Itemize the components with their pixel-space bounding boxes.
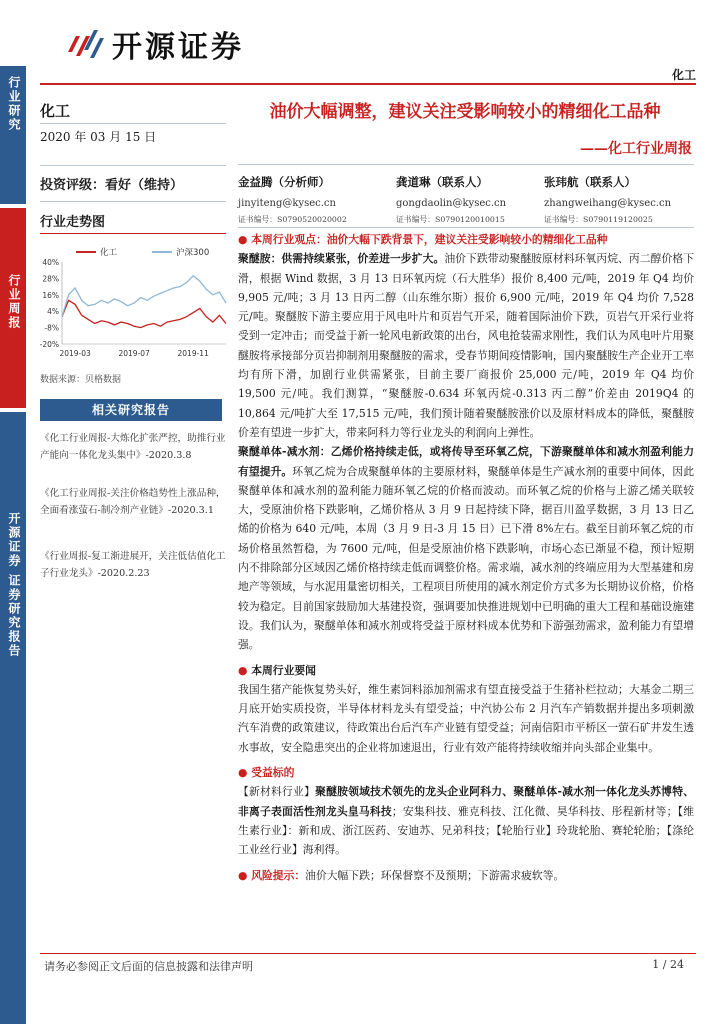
related-research-header: 相关研究报告 [40,399,222,421]
report-body [238,230,694,885]
y-tick-label: 40% [42,258,59,267]
x-tick-label: 2019-07 [118,349,150,358]
analyst-email[interactable]: gongdaolin@kysec.cn [396,198,507,209]
viewpoint-heading: ● 本周行业观点：油价大幅下跌背景下，建议关注受影响较小的精细化工品种 [238,233,608,246]
page-number: 1 / 24 [652,958,684,971]
left-divider-4 [40,233,226,234]
header-divider [40,83,696,85]
beneficiary-paragraph: 【新材料行业】聚醚胺领域技术领先的龙头企业阿科力、聚醚单体-减水剂一体化龙头苏博特、非离子表面活性剂龙头皇马科技；安集科技、雅克科技、江化微、昊华科技、彤程新材等；【维生素行业】：新和成、浙江医药、安迪苏、兄弟科技；【轮胎行业】玲珑轮胎、赛轮轮胎；【涤纶工业丝行业】海利得。 [238,785,695,857]
header-sector: 化工 [671,68,696,82]
related-report-1[interactable]: 《化工行业周报-大炼化扩张严控，助推行业产能向一体化龙头集中》-2020.3.8 [40,433,226,461]
report-date: 2020 年 03 月 15 日 [40,130,157,144]
y-tick-label: -20% [39,340,59,349]
left-divider-2 [40,165,226,166]
analyst-name: 张玮航（联系人） [544,175,636,189]
polyetheramine-paragraph: 聚醚胺：供需持续紧张，价差进一步扩大。油价下跌带动聚醚胺原材料环氧丙烷、丙二醇价格下滑，根据 Wind 数据，3 月 13 日环氧丙烷（石大胜华）报价 8,400 元/吨，2019 年 Q4 均价 9,905 元/吨；3 月 13 日丙二醇（山东维尔斯）报价 6,900 元/吨，2019 年 Q4 均价 7,528 元/吨。聚醚胺下游主要应用于风电叶片和页岩气开采，随着国际油价下跌，页岩气开采行业将受到一定冲击；而受益于新一轮风电新政策的出台，风电抢装需求刚性，我们认为风电叶片用聚醚胺将承接部分页岩抑制剂用聚醚胺的需求，受春节期间疫情影响，国内聚醚胺生产企业开工率均有所下滑，加剧行业供需紧张，目前主要厂商报价 25,000 元/吨，2019 年 Q4 均价 19,500 元/吨。我们测算，“聚醚胺-0.634 环氧丙烷-0.313 丙二醇”价差由 2019Q4 的 10,864 元/吨扩大至 17,515 元/吨，我们预计随着聚醚胺涨价以及原材料成本的降低，聚醚胺价差有望进一步扩大，带来阿科力等行业龙头的利润向上弹性。 [238,252,694,439]
ether-monomer-paragraph: 聚醚单体-减水剂：乙烯价格持续走低，或将传导至环氧乙烷，下游聚醚单体和减水剂盈利能力有望提升。环氧乙烷为合成聚醚单体的主要原材料，聚醚单体是生产减水剂的重要中间体，因此聚醚单体和减水剂的盈利能力随环氧乙烷的价格而波动。而环氧乙烷的价格与上游乙烯关联较大，受原油价格下跌影响，乙烯价格从 3 月 9 日起持续下降，据百川盈孚数据，3 月 13 日乙烯的价格为 640 元/吨，本周（3 月 9 日-3 月 15 日）已下滑 8%左右。截至目前环氧乙烷的市场价格虽然暂稳，为 7600 元/吨，但是受原油价格下跌影响，市场心态已渐显不稳，预计短期内不排除部分区域因乙烯价格持续走低而调整价格。需求端，减水剂的终端应用为大型基建和房地产等领域，与水泥用量密切相关，工程项目所使用的减水剂定价方式多为长期协议价格，价格较为稳定。目前国家鼓励加大基建投资，强调要加快推进规划中已明确的重大工程和基础设施建设。我们认为，聚醚单体和减水剂或将受益于原材料成本优势和下游强劲需求，盈利能力有望增强。 [238,445,695,652]
bullet-icon: ● [238,233,252,246]
report-subtitle: ——化工行业周报 [580,141,692,157]
company-name: 开源证券 [112,30,244,65]
left-divider-1 [40,123,226,124]
beneficiary-heading: ● 受益标的 [238,766,295,780]
title-divider [238,164,694,165]
side-band-top-label: 行业研究 [7,76,21,132]
analyst-cert: 证书编号：S0790520020002 [238,215,347,224]
investment-rating: 投资评级：看好（维持） [40,178,184,193]
analyst-email[interactable]: jinyiteng@kysec.cn [238,198,336,209]
x-tick-label: 2019-11 [177,349,209,358]
trend-chart [36,244,230,364]
footer-divider [40,953,696,954]
y-tick-label: 16% [42,290,59,300]
bullet-icon: ● [238,766,252,780]
analyst-3 [544,174,671,228]
report-title: 油价大幅调整，建议关注受影响较小的精细化工品种 [269,102,661,122]
side-band-mid-label: 行业周报 [7,274,21,330]
related-report-2[interactable]: 《化工行业周报-关注价格趋势性上涨品种，全面看涨萤石-制冷剂产业链》-2020.3.1 [40,488,226,516]
x-tick-label: 2019-03 [59,349,91,358]
y-tick-label: -8% [44,323,59,333]
legend-label: 化工 [100,248,118,258]
side-band-top [0,66,26,204]
trend-chart-title: 行业走势图 [40,215,106,230]
side-band-mid [0,208,26,408]
analyst-email[interactable]: zhangweihang@kysec.cn [544,198,672,209]
analyst-2 [396,174,506,228]
analyst-name: 金益腾（分析师） [238,175,330,189]
analyst-divider [238,227,694,228]
analyst-name: 龚道琳（联系人） [396,175,488,189]
industry-label: 化工 [40,102,71,120]
analyst-1 [238,174,347,228]
side-band-bottom [0,412,26,1024]
y-tick-label: 28% [42,274,59,284]
legend-label: 沪深300 [176,248,210,258]
bullet-icon: ● [238,868,252,882]
y-tick-label: 4% [47,307,59,317]
risk-warning: ● 风险提示：油价大幅下跌；环保督察不及预期；下游需求疲软等。 [238,868,565,882]
related-report-3[interactable]: 《行业周报-复工渐进展开，关注低估值化工子行业龙头》-2020.2.23 [40,551,226,579]
chart-source: 数据来源：贝格数据 [40,375,122,385]
news-heading: ● 本周行业要闻 [238,663,316,677]
bullet-icon: ● [238,663,252,677]
left-divider-3 [40,201,226,202]
company-logo-icon [64,22,108,62]
footer-disclaimer: 请务必参阅正文后面的信息披露和法律声明 [44,960,253,973]
side-band-bottom-label: 开源证券 证券研究报告 [7,512,21,659]
news-paragraph: 我国生猪产能恢复势头好，维生素饲料添加剂需求有望直接受益于生猪补栏拉动；大基金二期三月底开始实质投资，半导体材料龙头有望受益；中汽协公布 2 月汽车产销数据并提出多项刺激汽车消费的政策建议，待政策出台后汽车产业链有望受益；河南信阳市平桥区一萤石矿井发生透水事故，安全隐患突出的企业将加速退出，行业有效产能将持续收缩并向头部企业集中。 [238,682,694,754]
analyst-cert: 证书编号：S0790120010015 [396,215,505,224]
analyst-cert: 证书编号：S0790119120025 [544,215,653,224]
